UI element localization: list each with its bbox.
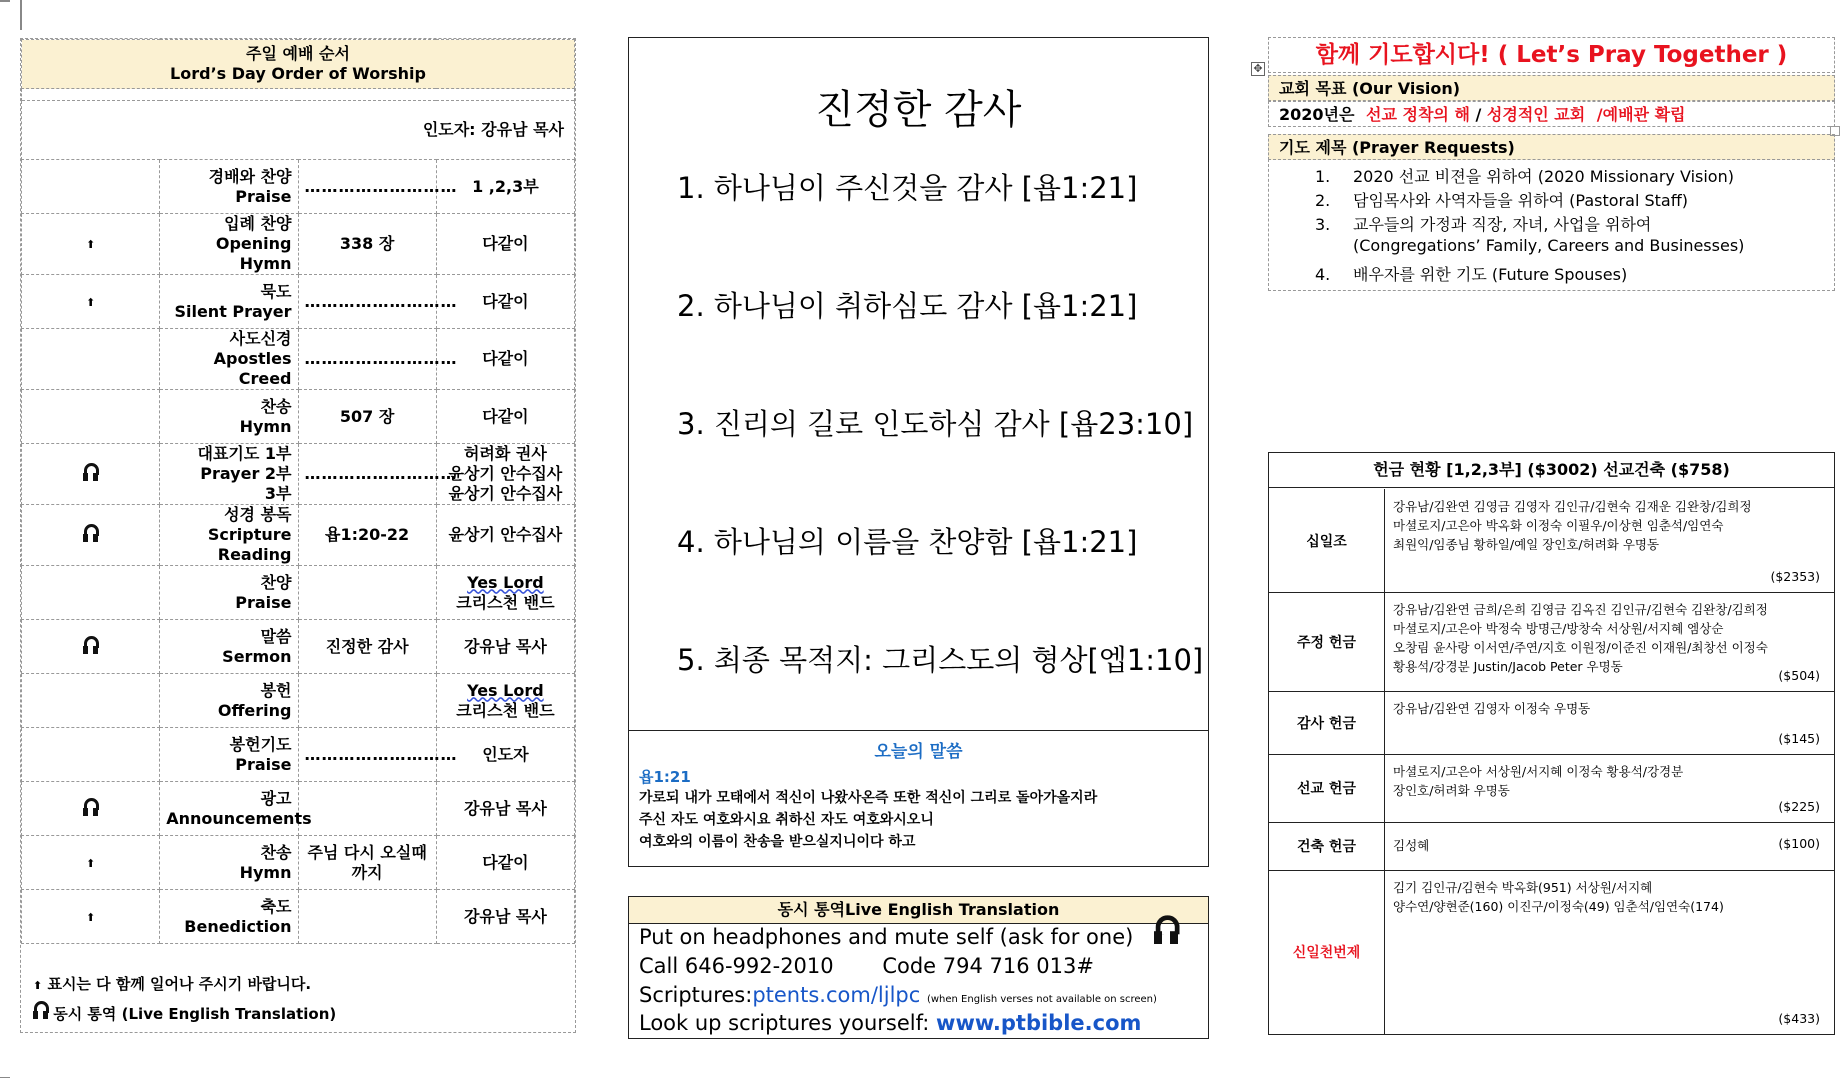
item-name <box>160 566 298 620</box>
item-mark <box>22 444 160 505</box>
item-number: 진정한 감사 <box>298 620 436 674</box>
order-title-ko: 주일 예배 순서 <box>246 44 350 63</box>
prayer-request <box>1315 212 1651 235</box>
item-name-ko: 입례 찬양 <box>224 214 292 233</box>
request-number: 2. <box>1315 191 1331 210</box>
item-mark <box>22 390 160 444</box>
item-leader: 허려화 권사 <box>463 444 547 463</box>
prayer-section <box>1268 37 1835 289</box>
crop-mark <box>0 1077 10 1078</box>
requests-label: 기도 제목 (Prayer Requests) <box>1268 134 1835 160</box>
item-name-en: Hymn <box>239 862 292 882</box>
item-number <box>298 566 436 620</box>
sermon-point: 4. 하나님의 이름을 찬양함 [욥1:21] <box>677 525 1138 559</box>
offering-label: 신일천번제 <box>1269 870 1385 1034</box>
item-name <box>160 329 298 390</box>
item-leader-2: 크리스천 밴드 <box>456 700 555 720</box>
item-name-ko: 축도 <box>260 896 292 916</box>
item-name-en: Benediction <box>184 916 292 936</box>
item-name-en: Sermon <box>222 646 292 666</box>
stand-icon: ⬆ <box>86 238 96 251</box>
sermon-point: 3. 진리의 길로 인도하심 감사 [욥23:10] <box>677 407 1194 441</box>
offering-amount: ($145) <box>1778 731 1820 746</box>
item-leader-cell <box>436 566 574 620</box>
order-item <box>22 890 575 944</box>
item-number: ……………………… <box>298 444 436 505</box>
stand-icon: ⬆ <box>86 856 96 870</box>
leader: 인도자: 강유남 목사 <box>22 101 575 160</box>
lookup-link[interactable]: www.ptbible.com <box>936 1011 1142 1035</box>
item-leader-2: 크리스천 밴드 <box>456 592 555 612</box>
item-leader: Yes Lord <box>467 680 544 700</box>
order-item <box>22 620 575 674</box>
item-name-en: Hymn <box>239 416 292 436</box>
item-leader-cell <box>436 214 574 275</box>
offering-names <box>1393 497 1820 554</box>
sermon-point: 5. 최종 목적지: 그리스도의 형상[엡1:10] <box>677 643 1204 677</box>
request-number: 1. <box>1315 167 1331 186</box>
vision-separator: / <box>1469 105 1487 124</box>
order-item <box>22 329 575 390</box>
crop-mark <box>20 0 22 30</box>
item-number: 주님 다시 오실때까지 <box>298 836 436 890</box>
item-name <box>160 505 298 566</box>
scriptures-label: Scriptures: <box>639 983 753 1007</box>
order-item <box>22 782 575 836</box>
request-text: 담임목사와 사역자들을 위하여 (Pastoral Staff) <box>1353 191 1688 210</box>
sermon-point: 2. 하나님이 취하심도 감사 [욥1:21] <box>677 289 1138 323</box>
item-name-ko: 봉헌기도 <box>229 734 292 754</box>
offering-names-line: 김기 김인규/김현숙 박옥화(951) 서상원/서지혜 <box>1393 880 1653 895</box>
translation-heading: 동시 통역Live English Translation <box>629 897 1208 924</box>
item-mark <box>22 890 160 944</box>
item-mark <box>22 782 160 836</box>
offering-names-line: 강유남/김완연 금희/은희 김영금 김옥진 김인규/김현숙 김완창/김희정 <box>1393 602 1768 617</box>
vision-goal: 성경적인 교회 <box>1486 105 1586 124</box>
resize-handle[interactable] <box>1830 126 1840 136</box>
item-name <box>160 160 298 214</box>
vision-goal: 선교 정착의 해 <box>1366 105 1470 124</box>
headphones-icon <box>83 797 98 816</box>
item-name-ko: 말씀 <box>260 626 292 646</box>
order-of-worship <box>20 38 576 1033</box>
item-name-en: Praise <box>235 186 292 206</box>
item-leader-cell <box>436 620 574 674</box>
verse-line: 여호와의 이름이 찬송을 받으실지니이다 하고 <box>639 834 916 850</box>
item-name <box>160 728 298 782</box>
item-name-ko: 찬양 <box>260 572 292 592</box>
item-leader-3: 윤상기 안수집사 <box>448 484 563 503</box>
item-number: 338 장 <box>298 214 436 275</box>
item-leader-cell <box>436 444 574 505</box>
headphones-icon <box>1154 914 1178 944</box>
item-mark <box>22 214 160 275</box>
item-name-ko: 대표기도 1부 <box>197 444 292 463</box>
item-leader: 인도자 <box>482 744 529 764</box>
order-item <box>22 275 575 329</box>
offering-amount: ($504) <box>1778 668 1820 683</box>
offering-names-line: 마셜로지/고은아 박옥화 이정숙 이필우/이상현 임춘석/임연숙 <box>1393 518 1724 533</box>
order-item <box>22 566 575 620</box>
offering-names <box>1393 600 1820 676</box>
offering-names <box>1393 836 1820 855</box>
item-name-en: Scripture Reading <box>207 525 292 564</box>
order-item <box>22 505 575 566</box>
offering-names-line: 최원익/임종님 황하일/예일 장인호/허려화 우명동 <box>1393 537 1660 552</box>
item-number: ……………………… <box>298 728 436 782</box>
order-item <box>22 836 575 890</box>
offering-row <box>1269 822 1834 871</box>
offering-names-line: 황용석/강경분 Justin/Jacob Peter 우명동 <box>1393 659 1623 674</box>
lookup-line <box>639 1011 1141 1035</box>
offering-names-line: 김성혜 <box>1393 838 1430 853</box>
call-line <box>639 954 1094 978</box>
item-leader: 다같이 <box>482 852 529 872</box>
item-name <box>160 836 298 890</box>
note-stand-text: 표시는 다 함께 일어나 주시기 바랍니다. <box>47 975 312 993</box>
call-code: Code 794 716 013# <box>882 954 1094 978</box>
lookup-label: Look up scriptures yourself: <box>639 1011 930 1035</box>
item-name-en: Opening Hymn <box>215 234 292 273</box>
headphones-icon <box>83 635 98 654</box>
prayer-request <box>1315 236 1744 255</box>
prayer-title: 함께 기도합시다! ( Let’s Pray Together ) <box>1268 37 1835 73</box>
scriptures-line <box>639 983 1157 1007</box>
item-name <box>160 674 298 728</box>
item-mark <box>22 329 160 390</box>
item-name <box>160 390 298 444</box>
order-table <box>21 39 575 944</box>
item-name-en: Apostles Creed <box>213 349 292 388</box>
item-number: 욥1:20-22 <box>298 505 436 566</box>
item-number <box>298 890 436 944</box>
item-leader-cell <box>436 890 574 944</box>
offering-names-line: 오창림 윤사랑 이서연/주연/지호 이원정/이준진 이재원/최창선 이정숙 <box>1393 640 1768 655</box>
item-leader: 강유남 목사 <box>463 798 547 818</box>
headphones-icon <box>83 523 98 542</box>
offering-names-line: 양수연/양현준(160) 이진구/이정숙(49) 임춘석/임연숙(174) <box>1393 899 1724 914</box>
request-text: (Congregations’ Family, Careers and Businesses) <box>1353 236 1745 255</box>
item-name-ko: 성경 봉독 <box>224 505 292 524</box>
order-item <box>22 674 575 728</box>
request-number: 3. <box>1315 215 1331 234</box>
vision-line <box>1268 101 1835 127</box>
offering-names-line: 강유남/김완연 김영금 김영자 김인규/김현숙 김재운 김완창/김희정 <box>1393 499 1752 514</box>
order-item <box>22 214 575 275</box>
item-mark <box>22 620 160 674</box>
item-mark <box>22 674 160 728</box>
order-notes <box>21 944 575 1028</box>
item-name-en: Silent Prayer <box>174 301 292 321</box>
vision-label: 교회 목표 (Our Vision) <box>1268 75 1835 101</box>
offering-names-line: 마셜로지/고은아 서상원/서지혜 이정숙 황용석/강경분 <box>1393 764 1684 779</box>
item-mark <box>22 160 160 214</box>
item-leader: 다같이 <box>482 406 529 426</box>
item-name <box>160 214 298 275</box>
order-header <box>22 40 575 89</box>
request-number: 4. <box>1315 265 1331 284</box>
item-name-extra: 3부 <box>264 484 292 503</box>
scriptures-note: (when English verses not available on screen) <box>926 994 1157 1005</box>
item-leader: 다같이 <box>482 234 529 253</box>
offering-row <box>1269 592 1834 692</box>
item-name-ko: 광고 <box>260 788 292 808</box>
item-leader-cell <box>436 674 574 728</box>
item-name <box>160 620 298 674</box>
item-name-en: Praise <box>235 592 292 612</box>
headphones-icon <box>33 1000 48 1019</box>
crop-mark <box>0 0 10 2</box>
item-leader: 강유남 목사 <box>463 636 547 656</box>
item-name-en: Offering <box>217 700 292 720</box>
sermon-panel <box>628 37 1209 867</box>
item-leader: 1 ,2,3부 <box>472 176 539 196</box>
order-item <box>22 390 575 444</box>
item-leader-cell <box>436 390 574 444</box>
verse-line: 주신 자도 여호와시요 취하신 자도 여호와시오니 <box>639 812 934 828</box>
order-item <box>22 160 575 214</box>
verse-reference: 욥1:21 <box>639 768 691 786</box>
offering-names <box>1393 762 1820 800</box>
offering-label: 선교 헌금 <box>1269 754 1385 822</box>
item-name <box>160 782 312 836</box>
prayer-request <box>1315 188 1688 211</box>
headphones-text: Put on headphones and mute self (ask for one) <box>639 925 1134 949</box>
offering-label: 건축 헌금 <box>1269 822 1385 870</box>
todays-verse <box>629 730 1208 866</box>
offering-label: 주정 헌금 <box>1269 592 1385 691</box>
item-leader-2: 윤상기 안수집사 <box>448 464 563 483</box>
move-handle-icon[interactable]: ✥ <box>1251 62 1265 76</box>
translation-box <box>628 896 1209 1039</box>
request-text: 2020 선교 비젼을 위하여 (2020 Missionary Vision) <box>1353 167 1734 186</box>
note-translation <box>33 1000 563 1028</box>
item-name-ko: 찬송 <box>260 396 292 416</box>
item-number: ……………………… <box>298 160 436 214</box>
item-name-ko: 봉헌 <box>260 680 292 700</box>
request-text: 배우자를 위한 기도 (Future Spouses) <box>1353 265 1628 284</box>
stand-icon: ⬆ <box>86 295 96 309</box>
offering-amount: ($2353) <box>1770 569 1820 584</box>
sermon-title: 진정한 감사 <box>815 87 1022 133</box>
item-leader-cell <box>436 505 574 566</box>
offering-row <box>1269 754 1834 823</box>
item-number <box>298 674 436 728</box>
offering-names <box>1393 699 1820 718</box>
item-leader: Yes Lord <box>467 572 544 592</box>
order-title-en: Lord’s Day Order of Worship <box>170 64 426 83</box>
vision-goal: /예배관 확립 <box>1596 105 1686 124</box>
offering-amount: ($225) <box>1778 799 1820 814</box>
vision-year: 2020년은 <box>1279 105 1355 124</box>
request-text: 교우들의 가정과 직장, 자녀, 사업을 위하여 <box>1353 215 1652 234</box>
item-number: ……………………… <box>298 275 436 329</box>
scriptures-link[interactable]: ptents.com/ljlpc <box>752 983 921 1007</box>
item-mark <box>22 836 160 890</box>
item-leader: 다같이 <box>482 349 529 368</box>
item-name-en: Announcements <box>166 808 312 828</box>
item-name-ko: 경배와 찬양 <box>208 166 292 186</box>
headphones-icon <box>83 462 98 481</box>
offering-report <box>1268 452 1835 1035</box>
offering-names <box>1393 878 1820 916</box>
item-name-ko: 찬송 <box>260 842 292 862</box>
verse-heading: 오늘의 말씀 <box>874 742 963 762</box>
item-mark <box>22 505 160 566</box>
prayer-request <box>1315 164 1734 187</box>
call-number: Call 646-992-2010 <box>639 954 834 978</box>
prayer-requests <box>1268 159 1835 291</box>
item-leader: 윤상기 안수집사 <box>448 525 563 544</box>
order-item <box>22 444 575 505</box>
offering-names-line: 장인호/허려화 우명동 <box>1393 783 1510 798</box>
offering-row <box>1269 489 1834 593</box>
offering-names-line: 마셜로지/고은아 박정숙 방명근/방창숙 서상원/서지혜 엠상순 <box>1393 621 1724 636</box>
order-item <box>22 728 575 782</box>
note-translation-text: 동시 통역 (Live English Translation) <box>53 1005 337 1023</box>
item-number: ……………………… <box>298 329 436 390</box>
item-leader: 강유남 목사 <box>463 906 547 926</box>
item-leader-cell <box>436 782 574 836</box>
item-mark <box>22 566 160 620</box>
prayer-request <box>1315 262 1627 285</box>
item-name-ko: 묵도 <box>260 281 292 301</box>
offering-row <box>1269 870 1834 1034</box>
item-name <box>160 444 298 505</box>
item-name-en: Prayer 2부 <box>200 464 292 483</box>
offering-label: 감사 헌금 <box>1269 691 1385 754</box>
offering-names-line: 강유남/김완연 김영자 이정숙 우명동 <box>1393 701 1591 716</box>
item-leader: 다같이 <box>482 291 529 311</box>
offering-heading: 헌금 현황 [1,2,3부] ($3002) 선교건축 ($758) <box>1269 453 1834 488</box>
item-number <box>298 782 436 836</box>
order-items <box>22 160 575 944</box>
item-name-ko: 사도신경 <box>229 329 292 348</box>
offering-row <box>1269 691 1834 755</box>
offering-amount: ($100) <box>1778 836 1820 851</box>
spacer <box>22 89 575 101</box>
item-number: 507 장 <box>298 390 436 444</box>
stand-icon: ⬆ <box>86 910 96 924</box>
item-mark <box>22 275 160 329</box>
item-mark <box>22 728 160 782</box>
verse-line: 가로되 내가 모태에서 적신이 나왔사온즉 또한 적신이 그리로 돌아가올지라 <box>639 790 1098 806</box>
headphones-instruction <box>639 925 1169 949</box>
offering-label: 십일조 <box>1269 489 1385 592</box>
item-leader-cell <box>436 836 574 890</box>
note-stand <box>33 970 563 1000</box>
stand-icon: ⬆ <box>33 979 43 992</box>
sermon-point: 1. 하나님이 주신것을 감사 [욥1:21] <box>677 171 1138 205</box>
item-name <box>160 890 298 944</box>
item-name <box>160 275 298 329</box>
item-name-en: Praise <box>235 754 292 774</box>
offering-amount: ($433) <box>1778 1011 1820 1026</box>
